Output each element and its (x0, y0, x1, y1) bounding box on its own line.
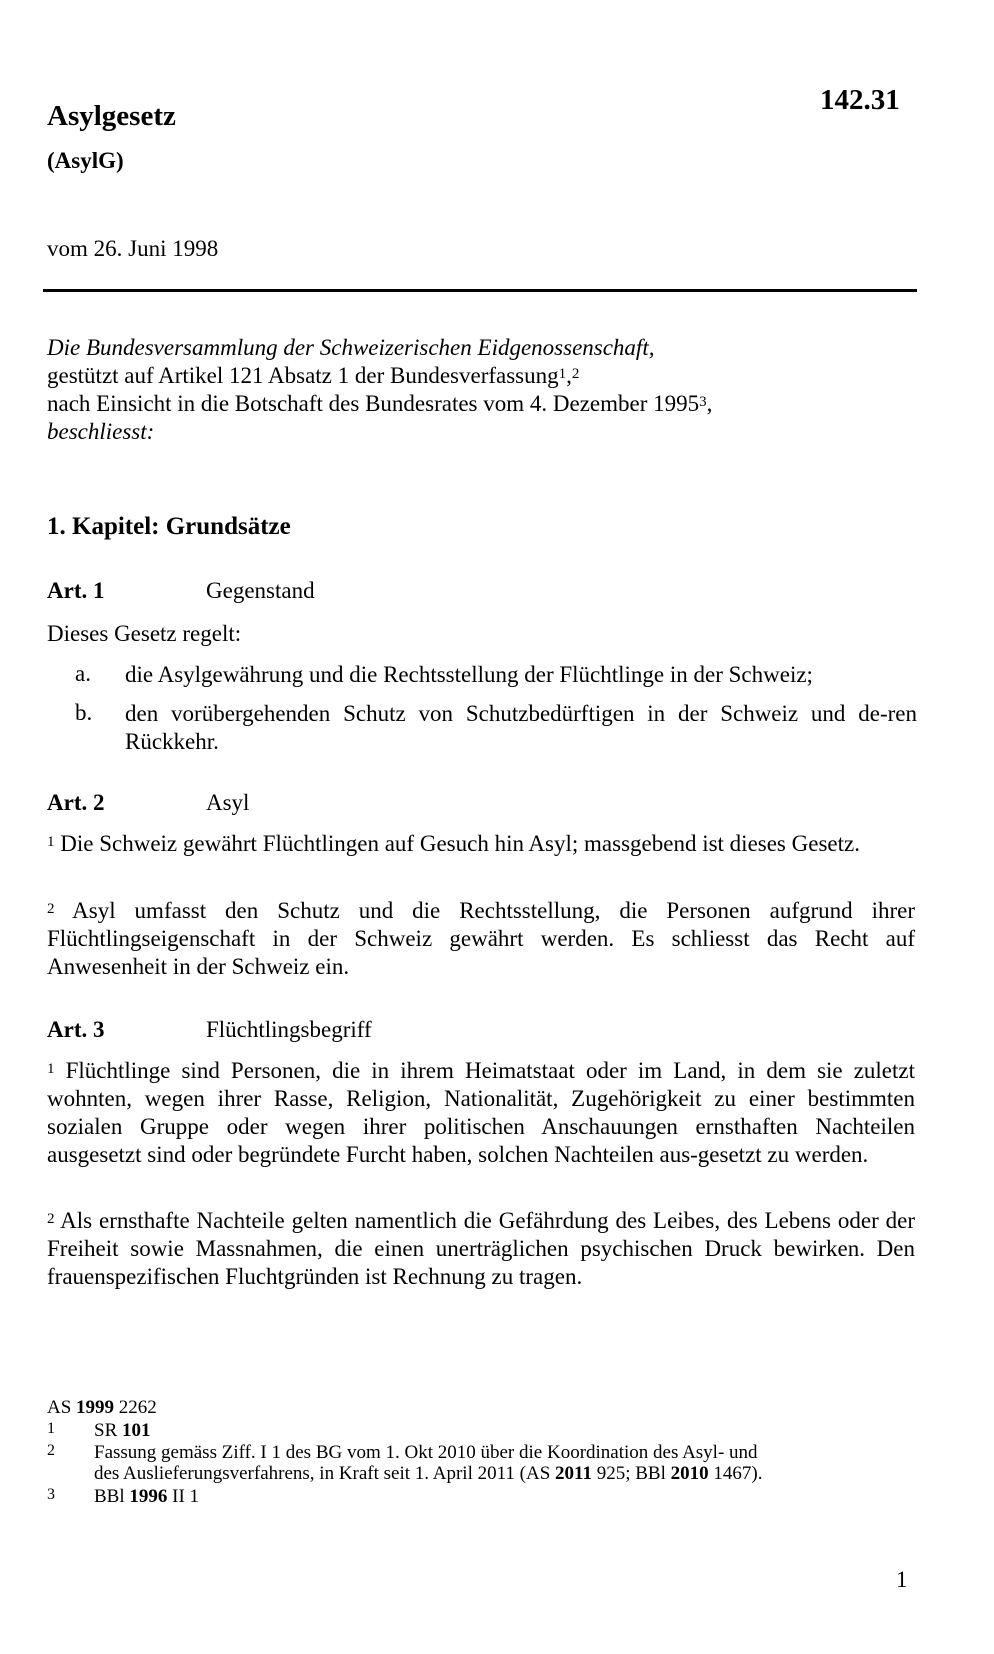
sr-number: 142.31 (820, 84, 900, 116)
preamble-line-4: beschliesst: (47, 419, 155, 444)
article-3-title: Flüchtlingsbegriff (206, 1017, 372, 1042)
preamble-line-3: nach Einsicht in die Botschaft des Bundesrates vom 4. Dezember 1995$^3$, (47, 391, 713, 416)
preamble (47, 334, 917, 446)
law-abbreviation: (AsylG) (47, 148, 124, 173)
footnote-text: Fassung gemäss Ziff. I 1 des BG vom 1. Okt 2010 über die Koordination des Asyl- und des Auslieferungsverfahrens, in Kraft seit 1. April 2011 (AS 2011 925; BBl 2010 1467). (94, 1442, 763, 1484)
footnote-ref-3[interactable]: 3 (699, 394, 707, 410)
article-1-intro: Dieses Gesetz regelt: (47, 621, 242, 646)
footnote-number: 2 (47, 1442, 55, 1459)
law-date: vom 26. Juni 1998 (47, 236, 219, 261)
footnote-ref-1[interactable]: 1 (558, 366, 567, 382)
paragraph: $^1$ Flüchtlinge sind Personen, die in ihrem Heimatstaat oder im Land, in dem sie zuletzt wohnten, wegen ihrer Rasse, Religion, Nationalität, Zugehörigkeit zu einer bestimmten sozialen Gruppe oder wegen ihrer politischen Anschauungen ernsthaften Nachteilen ausgesetzt sind oder begründete Furcht haben, solchen Nachteilen aus-gesetzt zu werden. (47, 1058, 916, 1167)
paragraph: $^2$ Als ernsthafte Nachteile gelten namentlich die Gefährdung des Leibes, des Lebens oder der Freiheit sowie Massnahmen, die einen unerträglichen psychischen Druck bewirken. Den frauenspezifischen Fluchtgründen ist Rechnung zu tragen. (47, 1208, 915, 1289)
footnote-text: SR 101 (94, 1420, 151, 1441)
footnote-ref-2[interactable]: 2 (571, 366, 580, 382)
page-number: 1 (896, 1567, 908, 1592)
paragraph: $^2$ Asyl umfasst den Schutz und die Rechtsstellung, die Personen aufgrund ihrer Flüchtlingseigenschaft in der Schweiz gewährt werden. Es schliesst das Recht auf Anwesenheit in der Schweiz ein. (47, 898, 915, 979)
list-item-letter: b. (75, 700, 93, 725)
article-2-title: Asyl (206, 790, 250, 815)
law-title: Asylgesetz (47, 100, 176, 132)
preamble-line-2: gestützt auf Artikel 121 Absatz 1 der Bundesverfassung$^1$,$^2$ (47, 363, 580, 388)
footnote-number: 3 (47, 1486, 55, 1503)
list-item-letter: a. (75, 661, 91, 686)
list-item-text: den vorübergehenden Schutz von Schutzbedürftigen in der Schweiz und de-ren Rückkehr. (125, 701, 917, 754)
article-3-number: Art. 3 (47, 1017, 105, 1042)
official-collection-reference: AS 1999 2262 (47, 1397, 157, 1418)
article-1-title: Gegenstand (206, 578, 315, 603)
list-item-text: die Asylgewährung und die Rechtsstellung der Flüchtlinge in der Schweiz; (125, 662, 813, 687)
paragraph: $^1$ Die Schweiz gewährt Flüchtlingen auf Gesuch hin Asyl; massgebend ist dieses Gesetz. (47, 831, 860, 856)
footnote-text: BBl 1996 II 1 (94, 1486, 200, 1507)
article-1-number: Art. 1 (47, 578, 105, 603)
chapter-heading: 1. Kapitel: Grundsätze (47, 513, 291, 540)
header-rule (43, 289, 917, 292)
footnote-number: 1 (47, 1420, 55, 1437)
article-2-number: Art. 2 (47, 790, 105, 815)
preamble-line-1: Die Bundesversammlung der Schweizerischen Eidgenossenschaft, (47, 335, 655, 360)
